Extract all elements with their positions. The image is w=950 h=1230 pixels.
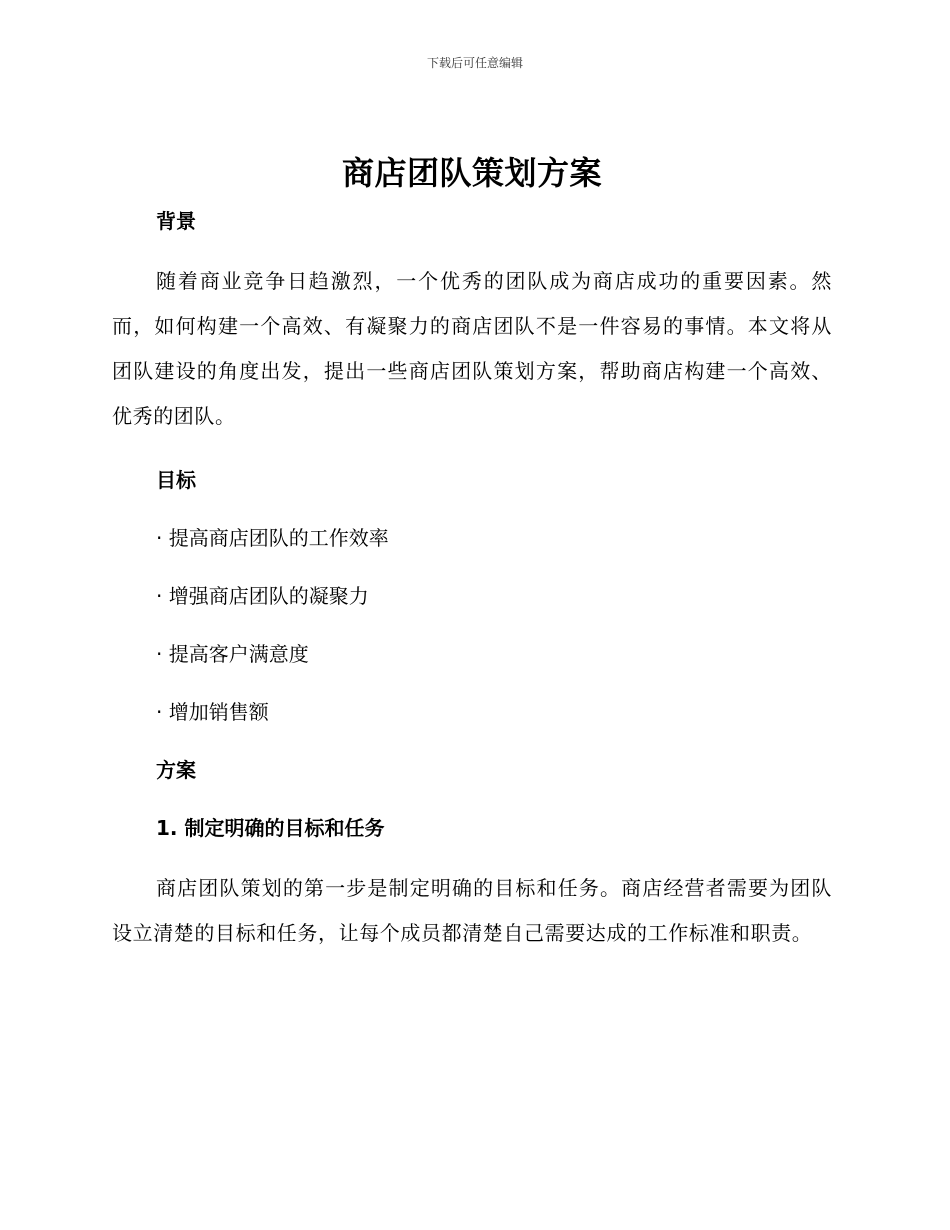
header-note: 下载后可任意编辑 [426,56,523,70]
section-heading-background: 背景 [156,209,196,233]
goal-item: · 增强商店团队的凝聚力 [156,584,369,608]
plan-step-paragraph: 商店团队策划的第一步是制定明确的目标和任务。商店经营者需要为团队设立清楚的目标和任务，让每个成员都清楚自己需要达成的工作标准和职责。 [112,876,832,945]
document-title: 商店团队策划方案 [341,154,602,192]
background-paragraph: 随着商业竞争日趋激烈，一个优秀的团队成为商店成功的重要因素。然而，如何构建一个高效、有凝聚力的商店团队不是一件容易的事情。本文将从团队建设的角度出发，提出一些商店团队策划方案，帮助商店构建一个高效、优秀的团队。 [112,269,832,428]
section-heading-goals: 目标 [156,468,196,492]
goal-item: · 增加销售额 [156,700,269,724]
document-body [112,146,832,956]
plan-step-heading: 1. 制定明确的目标和任务 [156,816,385,840]
goal-item: · 提高客户满意度 [156,642,309,666]
section-heading-plan: 方案 [156,758,196,782]
goal-item: · 提高商店团队的工作效率 [156,526,389,550]
